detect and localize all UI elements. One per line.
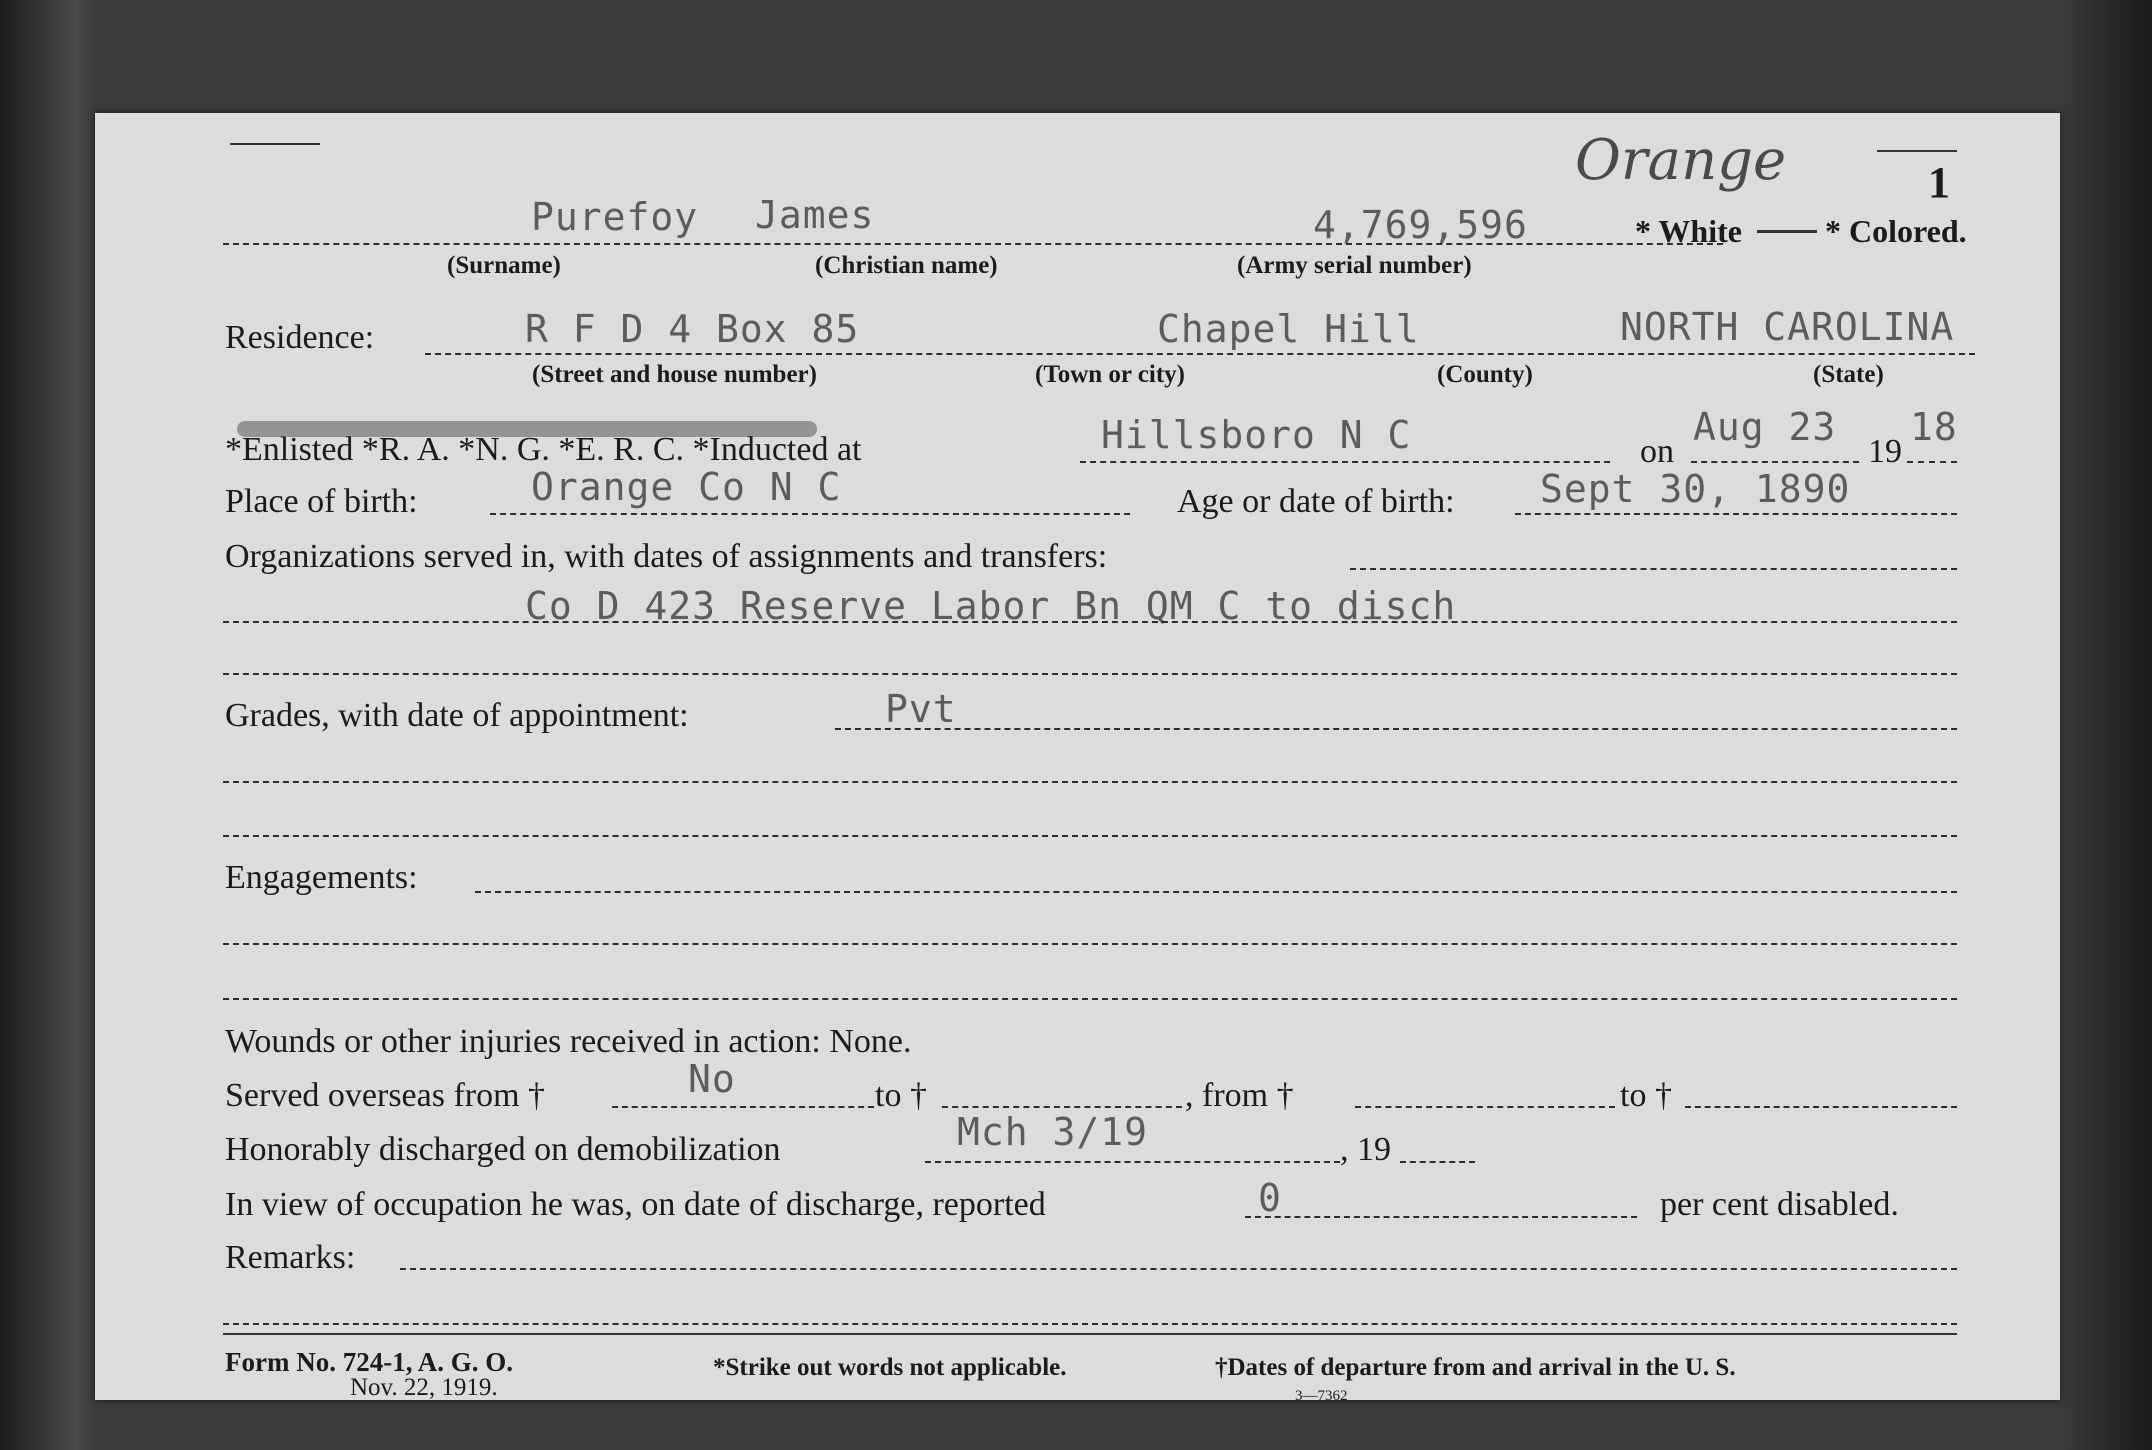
scan-border-left (0, 0, 95, 1450)
residence-line (425, 353, 1975, 355)
organizations-line-2 (223, 621, 1957, 623)
christian-name-value: James (755, 193, 875, 237)
overseas-to-label-1: to † (875, 1077, 927, 1114)
surname-caption: (Surname) (447, 252, 561, 279)
grades-label: Grades, with date of appointment: (225, 697, 689, 734)
birth-place-value: Orange Co N C (531, 465, 842, 509)
residence-state-value: NORTH CAROLINA (1620, 305, 1955, 349)
form-date: Nov. 22, 1919. (350, 1374, 498, 1401)
birth-date-value: Sept 30, 1890 (1540, 467, 1851, 511)
inducted-at-value: Hillsboro N C (1101, 413, 1412, 457)
overseas-to-line-1 (942, 1106, 1182, 1108)
remarks-line-2 (223, 1323, 1957, 1325)
race-colored: * Colored. (1825, 213, 1967, 249)
discharge-year-label: , 19 (1340, 1131, 1391, 1168)
disability-value: 0 (1258, 1176, 1282, 1220)
engagements-line-2 (223, 943, 1957, 945)
residence-street-value: R F D 4 Box 85 (525, 307, 860, 351)
induction-year-value: 18 (1910, 405, 1958, 449)
birth-date-line (1515, 513, 1957, 515)
dates-note: †Dates of departure from and arrival in the U. S. (1215, 1354, 1736, 1381)
residence-town-value: Chapel Hill (1157, 307, 1420, 351)
card-number-rule (1877, 150, 1957, 152)
induction-date-line (1691, 461, 1859, 463)
remarks-line-1 (400, 1268, 1957, 1270)
age-label: Age or date of birth: (1177, 483, 1455, 520)
overseas-from-line (612, 1106, 874, 1108)
discharge-line (925, 1161, 1340, 1163)
organizations-line-1 (1350, 568, 1957, 570)
overseas-from-label: Served overseas from † (225, 1077, 546, 1114)
enlisted-label: *Enlisted *R. A. *N. G. *E. R. C. *Inducted at (225, 431, 862, 468)
footer-divider (223, 1333, 1957, 1335)
induction-year-prefix: 19 (1868, 433, 1902, 470)
town-caption: (Town or city) (1035, 361, 1185, 388)
county-caption: (County) (1437, 361, 1533, 388)
county-note: Orange (1575, 128, 1787, 193)
service-record-card (95, 113, 2060, 1404)
discharge-date-value: Mch 3/19 (957, 1110, 1149, 1154)
overseas-to-label-2: to † (1620, 1077, 1672, 1114)
disabled-label: per cent disabled. (1660, 1186, 1899, 1223)
street-caption: (Street and house number) (532, 361, 817, 388)
overseas-to-line-2 (1685, 1106, 1957, 1108)
occupation-label: In view of occupation he was, on date of discharge, reported (225, 1186, 1046, 1223)
overseas-from-line-2 (1355, 1106, 1615, 1108)
birth-place-line (490, 513, 1130, 515)
discharge-year-line (1400, 1161, 1475, 1163)
on-label: on (1640, 433, 1674, 470)
overseas-from-label-2: , from † (1185, 1077, 1294, 1114)
christian-name-caption: (Christian name) (815, 252, 998, 279)
serial-number-value: 4,769,596 (1313, 203, 1528, 247)
engagements-label: Engagements: (225, 859, 418, 896)
race-white: * White (1635, 213, 1742, 249)
residence-label: Residence: (225, 319, 375, 356)
name-line (223, 243, 1723, 245)
discharged-label: Honorably discharged on demobilization (225, 1131, 781, 1168)
form-number: Form No. 724-1, A. G. O. (225, 1347, 513, 1377)
inducted-line (1080, 461, 1610, 463)
organizations-label: Organizations served in, with dates of assignments and transfers: (225, 538, 1108, 575)
induction-date-value: Aug 23 (1693, 405, 1837, 449)
engagements-line-3 (223, 998, 1957, 1000)
grades-line-2 (223, 781, 1957, 783)
card-number: 1 (1928, 158, 1950, 207)
organizations-line-3 (223, 673, 1957, 675)
remarks-label: Remarks: (225, 1239, 356, 1276)
top-left-rule (230, 143, 320, 145)
birth-place-label: Place of birth: (225, 483, 418, 520)
grade-value: Pvt (885, 687, 957, 731)
scan-border-right (2062, 0, 2152, 1450)
disability-line (1245, 1216, 1637, 1218)
serial-caption: (Army serial number) (1237, 252, 1472, 279)
white-strikeout (1757, 230, 1817, 233)
overseas-value: No (688, 1057, 736, 1101)
engagements-line-1 (475, 891, 1957, 893)
state-caption: (State) (1813, 361, 1884, 388)
wounds-label: Wounds or other injuries received in action: None. (225, 1023, 912, 1060)
grades-line-1 (835, 728, 1957, 730)
strike-note: *Strike out words not applicable. (713, 1354, 1067, 1381)
print-code: 3—7362 (1295, 1388, 1348, 1404)
grades-line-3 (223, 835, 1957, 837)
induction-year-line (1907, 461, 1957, 463)
surname-value: Purefoy (531, 195, 699, 239)
organization-value: Co D 423 Reserve Labor Bn QM C to disch (525, 584, 1457, 628)
